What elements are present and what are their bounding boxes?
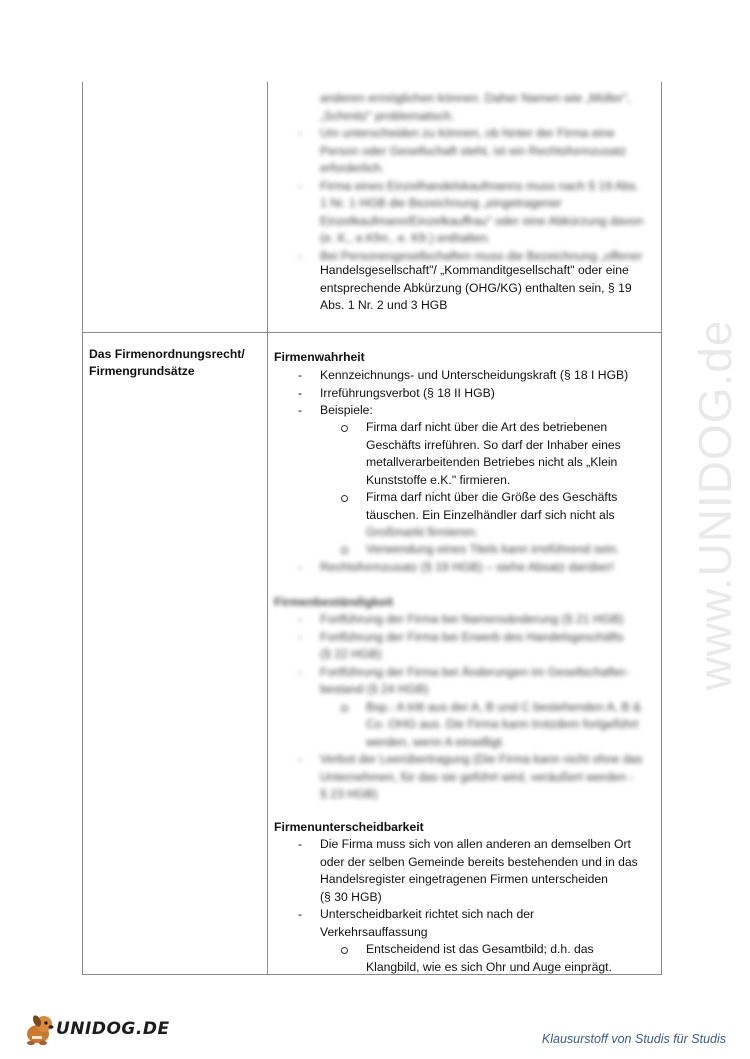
watermark bbox=[675, 280, 750, 730]
bullet-dash: - bbox=[298, 368, 303, 382]
list-item: § 23 HGB) bbox=[320, 787, 378, 801]
text-line: Abs. 1 Nr. 2 und 3 HGB bbox=[320, 298, 448, 312]
sub-item-line: werden, wenn A einwilligt. bbox=[366, 735, 505, 749]
bullet-dash: - bbox=[298, 612, 303, 626]
sub-item-line: Geschäfts irreführen. So darf der Inhaber eines bbox=[366, 438, 621, 452]
sub-item-line: täuschen. Ein Einzelhändler darf sich nicht als bbox=[366, 508, 615, 522]
table-row-divider bbox=[82, 332, 662, 333]
bullet-dash: - bbox=[298, 249, 303, 263]
list-item: Unternehmen, für das sie geführt wird, veräußert werden - bbox=[320, 770, 634, 784]
row-label-line1: Das Firmenordnungsrecht/ bbox=[89, 347, 245, 361]
list-item: Verkehrsauffassung bbox=[320, 925, 428, 939]
list-item: (§ 30 HGB) bbox=[320, 890, 382, 904]
bullet-dash: - bbox=[298, 907, 303, 921]
sub-item-line: Firma darf nicht über die Art des betriebenen bbox=[366, 420, 608, 434]
bullet-dash: - bbox=[298, 403, 303, 417]
list-item: Fortführung der Firma bei Erwerb des Handelsgeschäfts bbox=[320, 630, 624, 644]
list-item: Irreführungsverbot (§ 18 II HGB) bbox=[320, 386, 495, 400]
list-item: Rechtsformzusatz (§ 19 HGB) – siehe Absatz darüber! bbox=[320, 560, 614, 574]
bullet-dash: - bbox=[298, 665, 303, 679]
list-item: oder der selben Gemeinde bereits bestehenden und in das bbox=[320, 855, 638, 869]
text-line: 1 Nr. 1 HGB die Bezeichnung „eingetragener bbox=[320, 196, 562, 210]
bullet-dash: - bbox=[298, 630, 303, 644]
text-line: „Schmitz" problematisch. bbox=[320, 109, 455, 123]
list-item: Handelsregister eingetragenen Firmen unterscheiden bbox=[320, 872, 608, 886]
bullet-circle-icon bbox=[341, 425, 348, 432]
text-line: Bei Personengesellschaften muss die Bezeichnung „offener bbox=[320, 249, 643, 263]
sub-item-line: Co. OHG aus. Die Firma kann trotzdem fortgeführt bbox=[366, 717, 639, 731]
bullet-circle-icon bbox=[341, 547, 348, 554]
dog-icon bbox=[22, 1012, 58, 1048]
section-heading: Firmenbeständigkeit bbox=[274, 595, 394, 609]
row-label-line2: Firmengrundsätze bbox=[89, 364, 195, 378]
text-line: entsprechende Abkürzung (OHG/KG) enthalten sein, § 19 bbox=[320, 281, 632, 295]
text-line: Einzelkaufmann/Einzelkauffrau" oder eine Abkürzung davon bbox=[320, 214, 644, 228]
list-item: Die Firma muss sich von allen anderen an demselben Ort bbox=[320, 837, 631, 851]
sub-item-line: Verwendung eines Titels kann irreführend sein. bbox=[366, 542, 620, 556]
bullet-dash: - bbox=[298, 837, 303, 851]
text-line: anderen ermöglichen können. Daher Namen wie „Müller", bbox=[320, 91, 631, 105]
watermark-text: www.UNIDOG.de bbox=[689, 319, 741, 691]
table-border-right bbox=[661, 82, 662, 975]
list-item: (§ 22 HGB) bbox=[320, 647, 382, 661]
sub-item-line: Firma darf nicht über die Größe des Geschäfts bbox=[366, 490, 618, 504]
section-heading: Firmenwahrheit bbox=[274, 350, 365, 364]
table-border-left bbox=[82, 82, 83, 975]
bullet-dash: - bbox=[298, 179, 303, 193]
bullet-circle-icon bbox=[341, 705, 348, 712]
text-line: Handelsgesellschaft"/ „Kommanditgesellschaft" oder eine bbox=[320, 263, 629, 277]
list-item: Unterscheidbarkeit richtet sich nach der bbox=[320, 907, 535, 921]
sub-item-line: Klangbild, wie es sich Ohr und Auge einprägt. bbox=[366, 960, 612, 974]
bullet-circle-icon bbox=[341, 947, 348, 954]
sub-item-line: metallverarbeitenden Betriebes nicht als „Klein bbox=[366, 455, 618, 469]
section-heading: Firmenunterscheidbarkeit bbox=[274, 820, 424, 834]
sub-item-line: Bsp.: A tritt aus der A, B und C bestehenden A, B & bbox=[366, 700, 642, 714]
logo-text: UNIDOG.DE bbox=[56, 1019, 170, 1039]
list-item: Verbot der Leerübertragung (Die Firma kann nicht ohne das bbox=[320, 752, 643, 766]
sub-item-line: Entscheidend ist das Gesamtbild; d.h. das bbox=[366, 942, 594, 956]
table-column-divider bbox=[267, 82, 268, 975]
list-item: Kennzeichnungs- und Unterscheidungskraft (§ 18 I HGB) bbox=[320, 368, 629, 382]
bullet-dash: - bbox=[298, 126, 303, 140]
list-item: bestand (§ 24 HGB) bbox=[320, 682, 429, 696]
text-line: Um unterscheiden zu können, ob hinter der Firma eine bbox=[320, 126, 615, 140]
unidog-logo[interactable] bbox=[22, 1012, 170, 1048]
text-line: Person oder Gesellschaft steht, ist ein Rechtsformzusatz bbox=[320, 144, 627, 158]
text-line: (e. K., e.Kfm., e. Kfr.) enthalten. bbox=[320, 231, 491, 245]
footer-tagline: Klausurstoff von Studis für Studis bbox=[541, 1032, 726, 1046]
list-item: Fortführung der Firma bei Namensänderung (§ 21 HGB) bbox=[320, 612, 624, 626]
text-line: Firma eines Einzelhandelskaufmanns muss nach § 19 Abs. bbox=[320, 179, 640, 193]
text-line: erforderlich. bbox=[320, 161, 385, 175]
sub-item-line: Kunststoffe e.K." firmieren. bbox=[366, 473, 511, 487]
list-item: Fortführung der Firma bei Änderungen im Gesellschafter- bbox=[320, 665, 630, 679]
sub-item-line: Großmarkt firmieren. bbox=[366, 525, 479, 539]
bullet-dash: - bbox=[298, 752, 303, 766]
bullet-dash: - bbox=[298, 386, 303, 400]
bullet-dash: - bbox=[298, 560, 303, 574]
list-item: Beispiele: bbox=[320, 403, 373, 417]
bullet-circle-icon bbox=[341, 495, 348, 502]
